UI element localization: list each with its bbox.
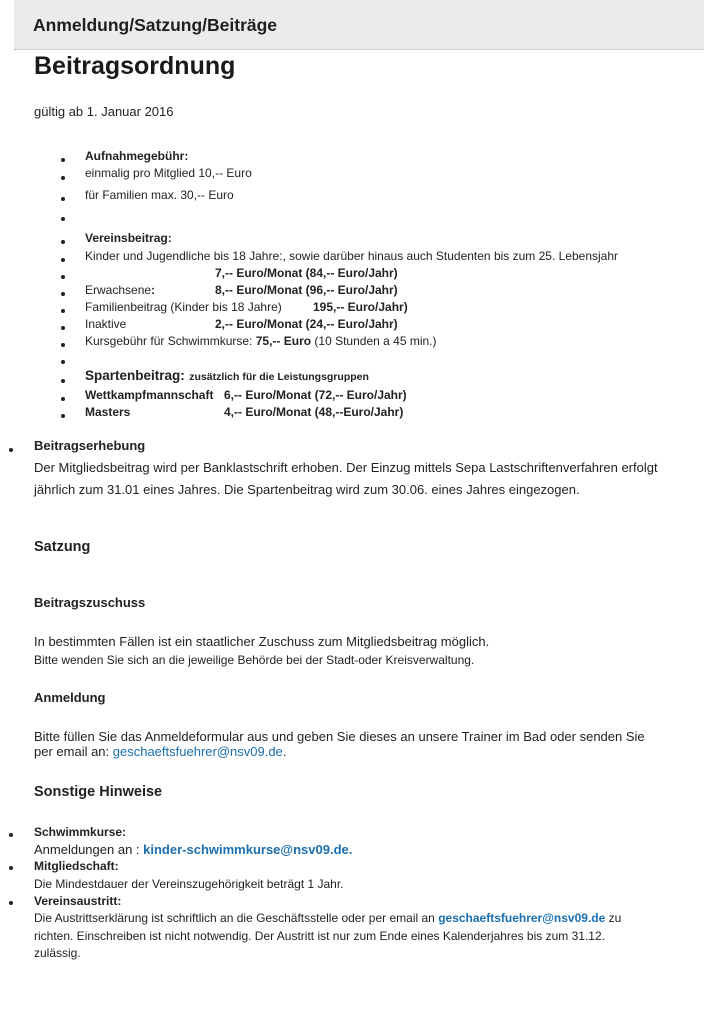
austritt-email-link[interactable]: geschaeftsfuehrer@nsv09.de [438,911,606,925]
bullet-icon [9,866,13,870]
kursgebuehr-row [85,334,437,348]
bullet-icon [61,275,65,279]
bullet-icon [61,414,65,418]
anmeldung-line-2-pre: per email an: [34,744,113,759]
mitgliedschaft-text: Die Mindestdauer der Vereinszugehörigkeit beträgt 1 Jahr. [34,877,344,891]
zuschuss-line-1: In bestimmten Fällen ist ein staatlicher Zuschuss zum Mitgliedsbeitrag möglich. [34,634,490,649]
anmeldung-title: Anmeldung [34,690,106,705]
bullet-icon [61,360,65,364]
anmeldung-line-1: Bitte füllen Sie das Anmeldeformular aus und geben Sie dieses an unsere Trainer im Bad oder senden Sie [34,729,645,744]
page-header-title: Anmeldung/Satzung/Beiträge [33,15,278,35]
sparten-note: zusätzlich für die Leistungsgruppen [189,371,369,383]
inaktive-label: Inaktive [85,317,127,331]
erhebung-title: Beitragserhebung [34,438,146,453]
familie-label: Familienbeitrag (Kinder bis 18 Jahre) [85,300,282,314]
vereinsbeitrag-title: Vereinsbeitrag: [85,231,172,245]
anmeldung-line-2-post: . [282,744,287,759]
bullet-icon [61,197,65,201]
schwimmkurse-pre: Anmeldungen an : [34,842,144,857]
kinder-price: 7,-- Euro/Monat (84,-- Euro/Jahr) [215,266,398,280]
bullet-icon [61,176,65,180]
erhebung-line-2: jährlich zum 31.01 eines Jahres. Die Spartenbeitrag wird zum 30.06. eines Jahres eingezogen. [34,482,580,497]
aufnahme-item-2: für Familien max. 30,-- Euro [85,188,234,202]
wettkampf-price: 6,-- Euro/Monat (72,-- Euro/Jahr) [224,388,407,402]
austritt-post: zu [605,911,622,925]
austritt-line-2: richten. Einschreiben ist nicht notwendig. Der Austritt ist nur zum Ende eines Kalenderjahres bis zum 31.12. [34,929,605,943]
austritt-pre: Die Austrittserklärung ist schriftlich an die Geschäftsstelle oder per email an [34,911,439,925]
beitragsordnung-title: Beitragsordnung [34,52,236,80]
bullet-icon [61,240,65,244]
anmeldung-line-2 [34,744,286,759]
masters-price: 4,-- Euro/Monat (48,--Euro/Jahr) [224,405,404,419]
masters-label: Masters [85,405,131,419]
aufnahme-title: Aufnahmegebühr: [85,149,189,163]
bullet-icon [9,833,13,837]
hinweise-title: Sonstige Hinweise [34,784,163,800]
erwachsene-colon: : [151,283,156,297]
bullet-icon [61,158,65,162]
erwachsene-label: Erwachsene [85,283,152,297]
zuschuss-line-2: Bitte wenden Sie sich an die jeweilige Behörde bei der Stadt-oder Kreisverwaltung. [34,653,475,667]
bullet-icon [61,397,65,401]
anmeldung-email-link[interactable]: geschaeftsfuehrer@nsv09.de [112,744,283,759]
sparten-title: Spartenbeitrag: [85,368,185,383]
erwachsene-row [85,283,155,297]
austritt-title: Vereinsaustritt: [34,894,122,908]
erhebung-line-1: Der Mitgliedsbeitrag wird per Banklastschrift erhoben. Der Einzug mittels Sepa Lastschriftenverfahren erfolgt [34,460,658,475]
inaktive-price: 2,-- Euro/Monat (24,-- Euro/Jahr) [215,317,398,331]
bullet-icon [9,448,13,452]
bullet-icon [61,343,65,347]
familie-price: 195,-- Euro/Jahr) [313,300,408,314]
kurs-price: 75,-- Euro [255,334,312,348]
austritt-line-1 [34,911,621,925]
satzung-title: Satzung [34,539,91,555]
bullet-icon [61,309,65,313]
erwachsene-price: 8,-- Euro/Monat (96,-- Euro/Jahr) [215,283,398,297]
aufnahme-item-1: einmalig pro Mitglied 10,-- Euro [85,166,252,180]
kurs-post: (10 Stunden a 45 min.) [311,334,437,348]
bullet-icon [61,217,65,221]
bullet-icon [61,326,65,330]
austritt-line-3: zulässig. [34,946,81,960]
schwimmkurse-title: Schwimmkurse: [34,825,127,839]
mitgliedschaft-title: Mitgliedschaft: [34,859,119,873]
valid-from-text: gültig ab 1. Januar 2016 [34,104,174,119]
zuschuss-title: Beitragszuschuss [34,595,146,610]
sparten-row [85,367,369,385]
bullet-icon [61,292,65,296]
bullet-icon [9,901,13,905]
bullet-icon [61,258,65,262]
schwimmkurse-row [34,842,352,857]
schwimmkurse-email-link[interactable]: kinder-schwimmkurse@nsv09.de. [143,842,353,857]
page-header [14,0,704,50]
kinder-text: Kinder und Jugendliche bis 18 Jahre:, sowie darüber hinaus auch Studenten bis zum 25. Lebensjahr [85,249,619,263]
bullet-icon [61,379,65,383]
wettkampf-label: Wettkampfmannschaft [85,388,214,402]
kurs-pre: Kursgebühr für Schwimmkurse: [85,334,256,348]
